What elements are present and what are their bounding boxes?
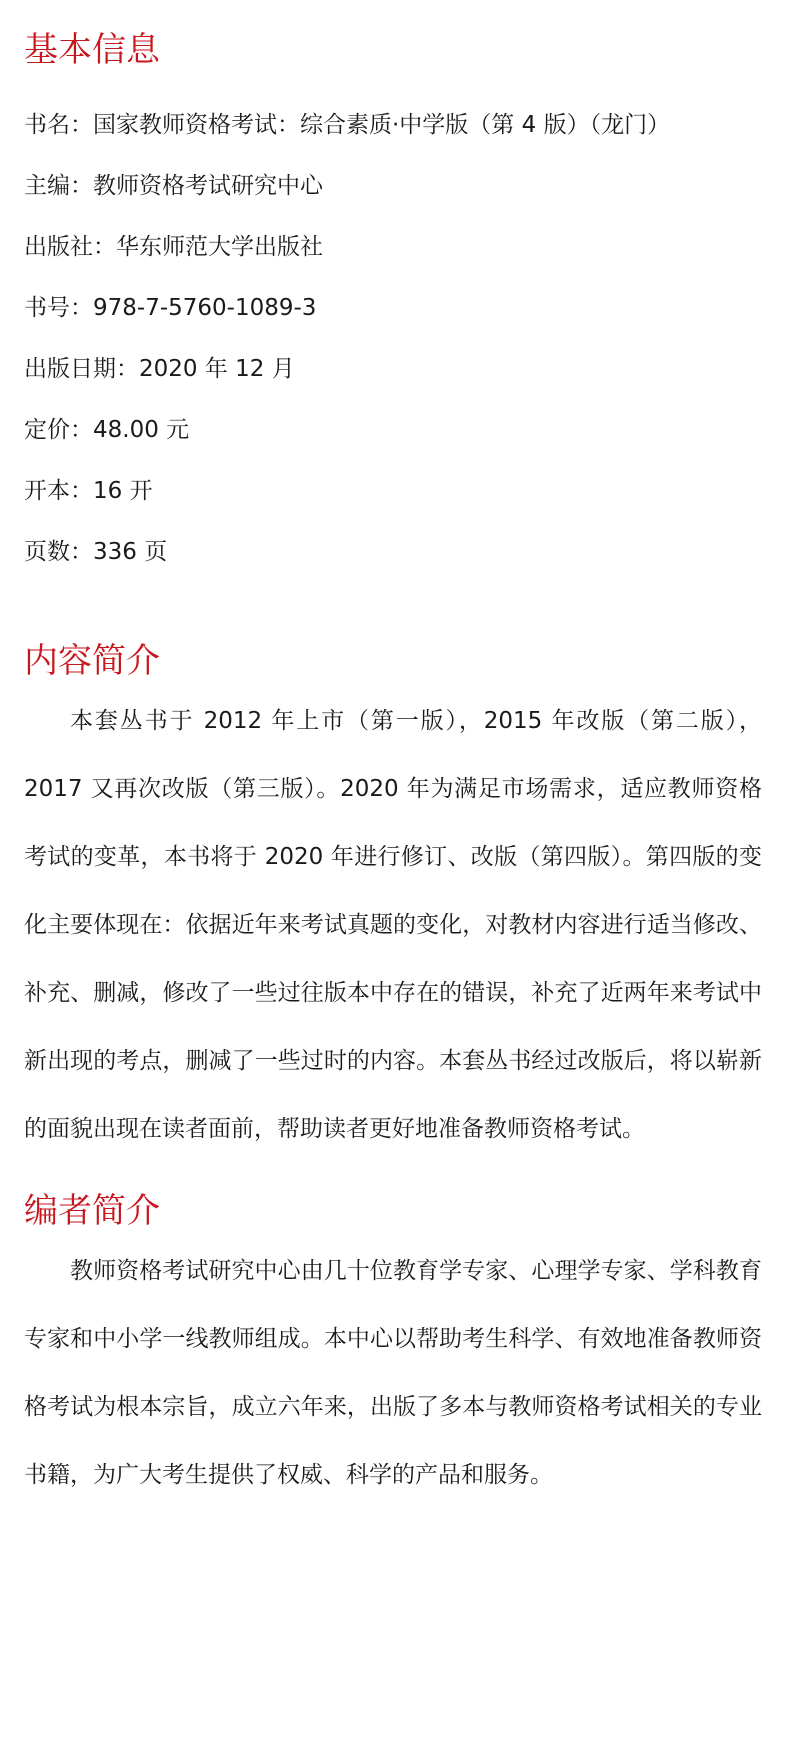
editor-intro-heading: 编者简介 — [24, 1191, 160, 1231]
basic-info-heading: 基本信息 — [24, 30, 160, 70]
format-line: 开本：16 开 — [24, 478, 153, 504]
isbn-line: 书号：978-7-5760-1089-3 — [24, 295, 317, 321]
book-title-line: 书名：国家教师资格考试：综合素质·中学版（第 4 版）（龙门） — [24, 112, 671, 138]
editor-line: 主编：教师资格考试研究中心 — [24, 173, 323, 199]
content-intro-heading: 内容简介 — [24, 641, 160, 681]
publish-date-line: 出版日期：2020 年 12 月 — [24, 356, 295, 382]
publisher-line: 出版社：华东师范大学出版社 — [24, 234, 323, 260]
editor-intro-paragraph: 教师资格考试研究中心由几十位教育学专家、心理学专家、学科教育专家和中小学一线教师组成。本中心以帮助考生科学、有效地准备教师资格考试为根本宗旨，成立六年来，出版了多本与教师资格考试相关的专业书籍，为广大考生提供了权威、科学的产品和服务。 — [24, 1258, 762, 1488]
page-count-line: 页数：336 页 — [24, 539, 168, 565]
price-line: 定价：48.00 元 — [24, 417, 190, 443]
content-intro-paragraph: 本套丛书于 2012 年上市（第一版），2015 年改版（第二版），2017 又再次改版（第三版）。2020 年为满足市场需求，适应教师资格考试的变革，本书将于 2020 年进行修订、改版（第四版）。第四版的变化主要体现在：依据近年来考试真题的变化，对教材内容进行适当修改、补充、删减，修改了一些过往版本中存在的错误，补充了近两年来考试中新出现的考点，删减了一些过时的内容。本套丛书经过改版后，将以崭新的面貌出现在读者面前，帮助读者更好地准备教师资格考试。 — [24, 708, 762, 1142]
